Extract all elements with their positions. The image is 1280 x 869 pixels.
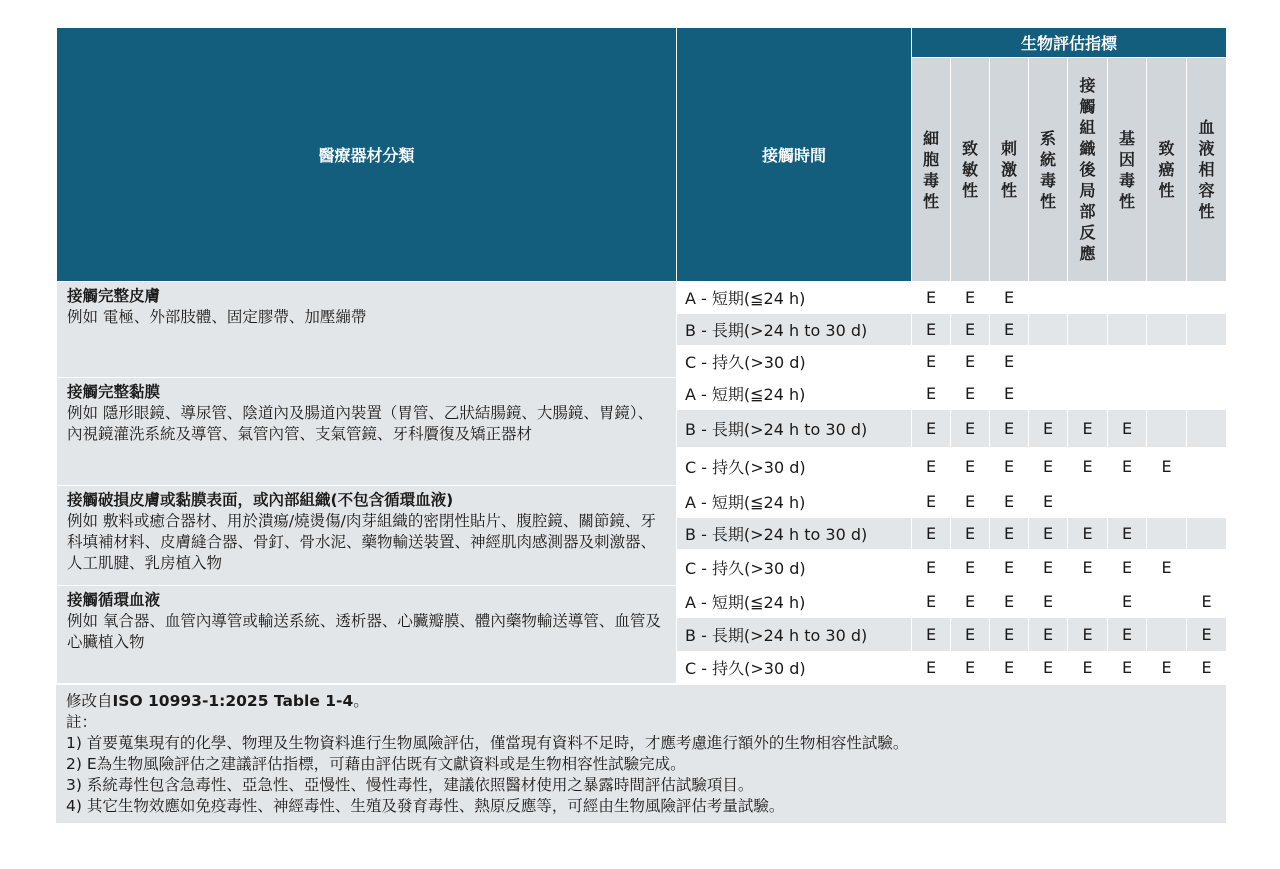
indicator-mark-cell [1029,282,1068,314]
indicator-mark-cell [1187,518,1227,550]
notes-section [56,684,1226,823]
indicator-mark-cell [1147,346,1187,378]
indicator-mark-cell: E [1068,448,1108,486]
indicator-mark-cell: E [951,314,990,346]
indicator-mark-cell [1068,378,1108,410]
table-row [57,282,1227,314]
indicator-mark-cell: E [990,586,1029,618]
duration-cell: C - 持久(>30 d) [677,652,912,684]
duration-cell: C - 持久(>30 d) [677,346,912,378]
indicator-mark-cell: E [951,346,990,378]
indicator-mark-cell: E [912,378,951,410]
table-row [57,586,1227,618]
indicator-mark-cell: E [990,282,1029,314]
indicator-mark-cell: E [1029,448,1068,486]
source-ref: ISO 10993-1:2025 Table 1-4 [112,692,354,710]
category-examples: 例如 隱形眼鏡、導尿管、陰道內及腸道內裝置（胃管、乙狀結腸鏡、大腸鏡、胃鏡）、內視鏡灌洗系統及導管、氣管內管、支氣管鏡、牙科贗復及矯正器材 [67,404,654,443]
indicator-mark-cell: E [912,618,951,652]
indicator-mark-cell: E [912,410,951,448]
indicator-mark-cell [1187,448,1227,486]
indicator-mark-cell: E [1187,652,1227,684]
table-row [57,378,1227,410]
indicator-mark-cell [1147,618,1187,652]
indicator-mark-cell: E [912,314,951,346]
indicator-mark-cell: E [1147,652,1187,684]
indicator-mark-cell: E [990,346,1029,378]
indicator-mark-cell: E [951,550,990,586]
indicator-mark-cell: E [990,550,1029,586]
indicator-mark-cell [1108,282,1147,314]
indicator-label: 基因毒性 [1118,128,1135,211]
indicator-mark-cell [1108,378,1147,410]
source-line [66,691,1216,712]
indicator-mark-cell: E [1108,410,1147,448]
indicator-header [951,58,990,282]
notes-label: 註： [66,713,98,731]
indicator-mark-cell: E [951,282,990,314]
duration-cell: A - 短期(≦24 h) [677,378,912,410]
indicator-mark-cell: E [1029,518,1068,550]
note-item: 2) E為生物風險評估之建議評估指標，可藉由評估既有文獻資料或是生物相容性試驗完成。 [66,755,686,773]
indicator-mark-cell [1108,346,1147,378]
indicator-mark-cell [1147,282,1187,314]
indicator-mark-cell: E [912,550,951,586]
indicator-mark-cell: E [1108,448,1147,486]
indicators-header: 生物評估指標 [912,28,1227,58]
indicator-mark-cell [1147,314,1187,346]
indicator-mark-cell [1187,550,1227,586]
indicator-mark-cell [1108,314,1147,346]
indicator-mark-cell [1187,346,1227,378]
indicator-mark-cell: E [912,652,951,684]
category-cell [57,378,677,486]
indicator-mark-cell: E [951,518,990,550]
indicator-header [990,58,1029,282]
duration-cell: A - 短期(≦24 h) [677,486,912,518]
table-body [57,282,1227,684]
category-cell [57,282,677,378]
indicator-mark-cell: E [1108,586,1147,618]
indicator-mark-cell: E [1029,486,1068,518]
duration-cell: B - 長期(>24 h to 30 d) [677,410,912,448]
indicator-label: 細胞毒性 [922,128,939,211]
indicator-mark-cell: E [1147,448,1187,486]
note-item: 3) 系統毒性包含急毒性、亞急性、亞慢性、慢性毒性，建議依照醫材使用之暴露時間評估試驗項目。 [66,776,754,794]
indicator-label: 致癌性 [1158,139,1175,200]
duration-header: 接觸時間 [677,28,912,282]
duration-cell: A - 短期(≦24 h) [677,586,912,618]
indicator-header [1147,58,1187,282]
indicator-mark-cell: E [951,486,990,518]
source-prefix: 修改自 [66,692,113,710]
indicator-mark-cell: E [1068,618,1108,652]
biocompat-table-panel [56,27,1226,823]
indicator-mark-cell: E [951,410,990,448]
indicator-mark-cell [1029,378,1068,410]
source-suffix: 。 [353,692,369,710]
indicator-mark-cell: E [951,586,990,618]
table-row [57,486,1227,518]
indicator-mark-cell: E [1187,618,1227,652]
indicator-mark-cell [1147,586,1187,618]
indicator-label: 系統毒性 [1039,128,1056,211]
indicator-mark-cell: E [990,518,1029,550]
indicator-mark-cell [1187,486,1227,518]
duration-cell: B - 長期(>24 h to 30 d) [677,618,912,652]
indicator-header [1187,58,1227,282]
indicator-mark-cell [1187,378,1227,410]
duration-cell: A - 短期(≦24 h) [677,282,912,314]
duration-cell: C - 持久(>30 d) [677,550,912,586]
biocompat-table [56,27,1227,684]
category-examples: 例如 電極、外部肢體、固定膠帶、加壓繃帶 [67,308,367,326]
indicator-mark-cell: E [1029,652,1068,684]
indicator-mark-cell [1147,486,1187,518]
indicator-mark-cell: E [1147,550,1187,586]
indicator-mark-cell [1108,486,1147,518]
note-item: 1) 首要蒐集現有的化學、物理及生物資料進行生物風險評估，僅當現有資料不足時，才應考慮進行額外的生物相容性試驗。 [66,734,909,752]
category-examples: 例如 敷料或癒合器材、用於潰瘍/燒燙傷/肉芽組織的密閉性貼片、腹腔鏡、關節鏡、牙科填補材料、皮膚縫合器、骨釘、骨水泥、藥物輸送裝置、神經肌肉感測器及刺激器、人工肌腱、乳房植入物 [67,512,657,572]
indicator-mark-cell: E [990,618,1029,652]
indicator-mark-cell [1068,486,1108,518]
indicator-mark-cell [1187,410,1227,448]
duration-cell: B - 長期(>24 h to 30 d) [677,314,912,346]
indicator-mark-cell: E [912,282,951,314]
indicator-mark-cell: E [990,378,1029,410]
category-title: 接觸循環血液 [67,591,161,609]
indicator-label: 刺激性 [1000,139,1017,200]
indicator-header [1029,58,1068,282]
indicator-mark-cell: E [990,652,1029,684]
indicator-mark-cell: E [951,618,990,652]
indicator-mark-cell: E [1068,410,1108,448]
indicator-header [1068,58,1108,282]
category-header: 醫療器材分類 [57,28,677,282]
indicator-mark-cell: E [912,486,951,518]
indicator-mark-cell [1187,282,1227,314]
indicator-mark-cell: E [990,314,1029,346]
indicator-mark-cell: E [1068,518,1108,550]
indicator-mark-cell [1068,346,1108,378]
category-title: 接觸完整皮膚 [67,287,161,305]
category-examples: 例如 氧合器、血管內導管或輸送系統、透析器、心臟瓣膜、體內藥物輸送導管、血管及心臟植入物 [67,612,661,651]
indicator-mark-cell [1029,346,1068,378]
indicator-mark-cell: E [1068,550,1108,586]
indicator-mark-cell [1147,410,1187,448]
note-item: 4) 其它生物效應如免疫毒性、神經毒性、生殖及發育毒性、熱原反應等，可經由生物風險評估考量試驗。 [66,797,785,815]
indicator-mark-cell: E [1029,550,1068,586]
indicator-mark-cell [1187,314,1227,346]
indicator-label: 血液相容性 [1198,118,1215,221]
duration-cell: B - 長期(>24 h to 30 d) [677,518,912,550]
indicator-mark-cell: E [1029,618,1068,652]
indicator-header [1108,58,1147,282]
category-cell [57,486,677,586]
indicator-mark-cell: E [990,410,1029,448]
indicator-mark-cell [1068,282,1108,314]
indicator-label: 致敏性 [961,139,978,200]
indicator-mark-cell: E [912,518,951,550]
indicator-mark-cell [1029,314,1068,346]
indicator-header [912,58,951,282]
indicator-mark-cell [1068,314,1108,346]
indicator-mark-cell: E [1108,652,1147,684]
indicator-mark-cell: E [912,586,951,618]
indicator-mark-cell: E [951,378,990,410]
indicator-mark-cell: E [912,346,951,378]
indicator-label: 接觸組織後局部反應 [1079,76,1096,263]
indicator-mark-cell [1068,586,1108,618]
indicator-mark-cell: E [1108,518,1147,550]
indicator-mark-cell: E [951,652,990,684]
indicator-mark-cell: E [912,448,951,486]
indicator-mark-cell [1147,378,1187,410]
category-title: 接觸完整黏膜 [67,383,161,401]
indicator-mark-cell [1147,518,1187,550]
indicator-mark-cell: E [951,448,990,486]
category-title: 接觸破損皮膚或黏膜表面，或內部組織(不包含循環血液) [67,491,454,509]
indicator-mark-cell: E [1029,410,1068,448]
indicator-mark-cell: E [990,486,1029,518]
duration-cell: C - 持久(>30 d) [677,448,912,486]
indicator-mark-cell: E [1029,586,1068,618]
indicator-mark-cell: E [1108,618,1147,652]
indicator-mark-cell: E [1187,586,1227,618]
indicator-mark-cell: E [990,448,1029,486]
category-cell [57,586,677,684]
indicator-mark-cell: E [1068,652,1108,684]
indicator-mark-cell: E [1108,550,1147,586]
